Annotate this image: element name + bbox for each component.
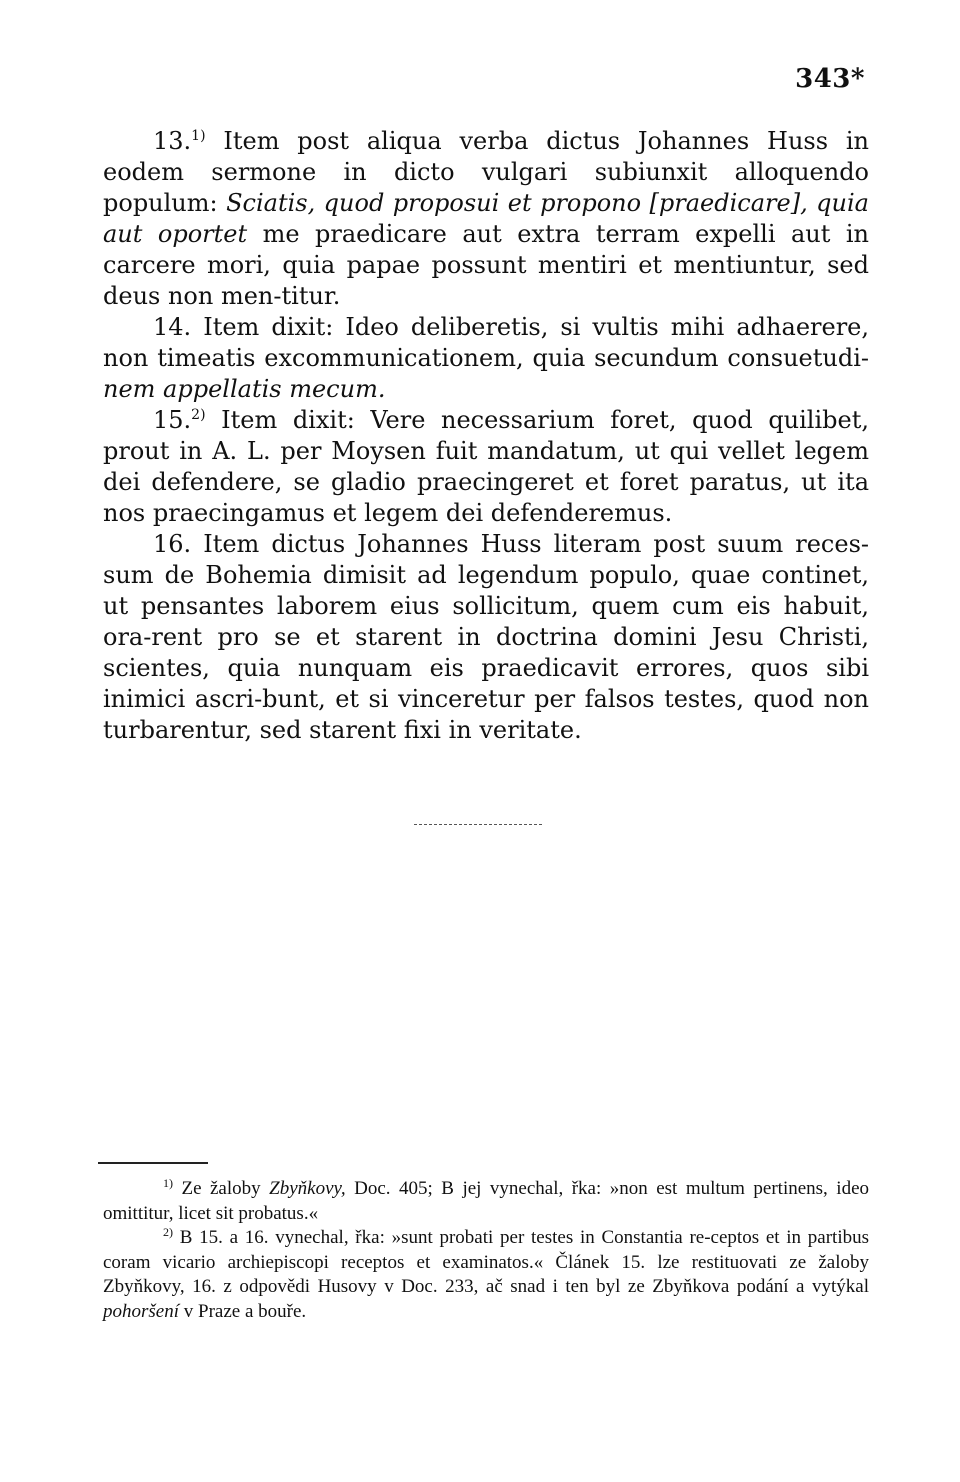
footnotes — [103, 1177, 869, 1324]
text-segment: Item dixit: Vere necessarium foret, quod quilibet, prout in A. L. per Moysen fuit mandatum, ut qui vellet legem dei defendere, se gladio praecingeret et foret paratus, ut ita nos praecingamus et legem dei defenderemus. — [103, 406, 869, 527]
paragraph-13 — [103, 126, 869, 312]
text-segment: me praedicare aut extra terram expelli aut in carcere mori, quia papae possunt mentiri et mentiuntur, sed deus non men- — [103, 220, 870, 310]
footnote-segment-italic: pohoršení — [103, 1300, 179, 1322]
footnote-ref: 1) — [191, 128, 206, 144]
paragraph-16 — [103, 529, 869, 746]
footnote-segment-italic: Zbyňkovy, — [269, 1178, 346, 1199]
footnote-segment: Ze žaloby — [173, 1178, 270, 1199]
footnote-segment: Doc. 405; B jej vynechal, řka: »non est multum pertinens, ideo omittitur, licet sit probatus.« — [103, 1178, 870, 1224]
footnote-1 — [103, 1177, 869, 1226]
paragraph-number: 16. — [153, 530, 192, 558]
text-segment: Item post aliqua verba dictus Johannes Huss in eodem sermone in dicto vulgari subiunxit alloquendo populum: — [103, 127, 869, 217]
text-segment: Item dictus Johannes Huss literam post suum reces-sum de Bohemia dimisit ad legendum populo, quae continet, ut pensantes laborem eius sollicitum, quem cum eis habuit, ora-rent pro se et starent in doctrina domini Jesu Christi, scientes, quia nunquam eis praedicavit errores, quos sibi inimici ascri-bunt, et si vinceretur per falsos testes, quod non turbarentur, sed starent fixi in veritate. — [103, 530, 869, 744]
footnote-mark: 1) — [163, 1176, 173, 1190]
footnote-segment: B 15. a 16. vynechal, řka: »sunt probati per testes in Constantia re-ceptos et in partibus coram vicario archiepiscopi receptos et examinatos.« Článek 15. lze restituovati ze žaloby Zbyňkovy, 16. z odpovědi Husovy v Doc. 233, ač snad i ten byl ze Zbyňkova podání a vytýkal — [103, 1227, 869, 1297]
paragraph-14 — [103, 312, 869, 405]
text-segment: titur. — [281, 282, 341, 310]
page-number: 343* — [795, 64, 865, 94]
footnote-mark: 2) — [163, 1225, 173, 1239]
footnote-rule — [98, 1162, 208, 1164]
section-divider — [414, 824, 542, 825]
main-text — [103, 126, 869, 746]
paragraph-15 — [103, 405, 869, 529]
paragraph-number: 15. — [153, 406, 192, 434]
footnote-segment: v Praze a bouře. — [179, 1300, 307, 1322]
footnote-ref: 2) — [191, 407, 206, 423]
text-segment-italic: Sciatis, quod proposui et propono [praedicare], quia aut oportet — [103, 189, 869, 248]
paragraph-number: 14. — [153, 313, 192, 341]
footnote-2 — [103, 1226, 869, 1324]
text-segment-italic: nem appellatis mecum. — [103, 375, 386, 403]
text-segment: Item dixit: Ideo deliberetis, si vultis mihi adhaerere, non timeatis excommunicationem, quia secundum consuetudi- — [103, 313, 869, 372]
paragraph-number: 13. — [153, 127, 192, 155]
